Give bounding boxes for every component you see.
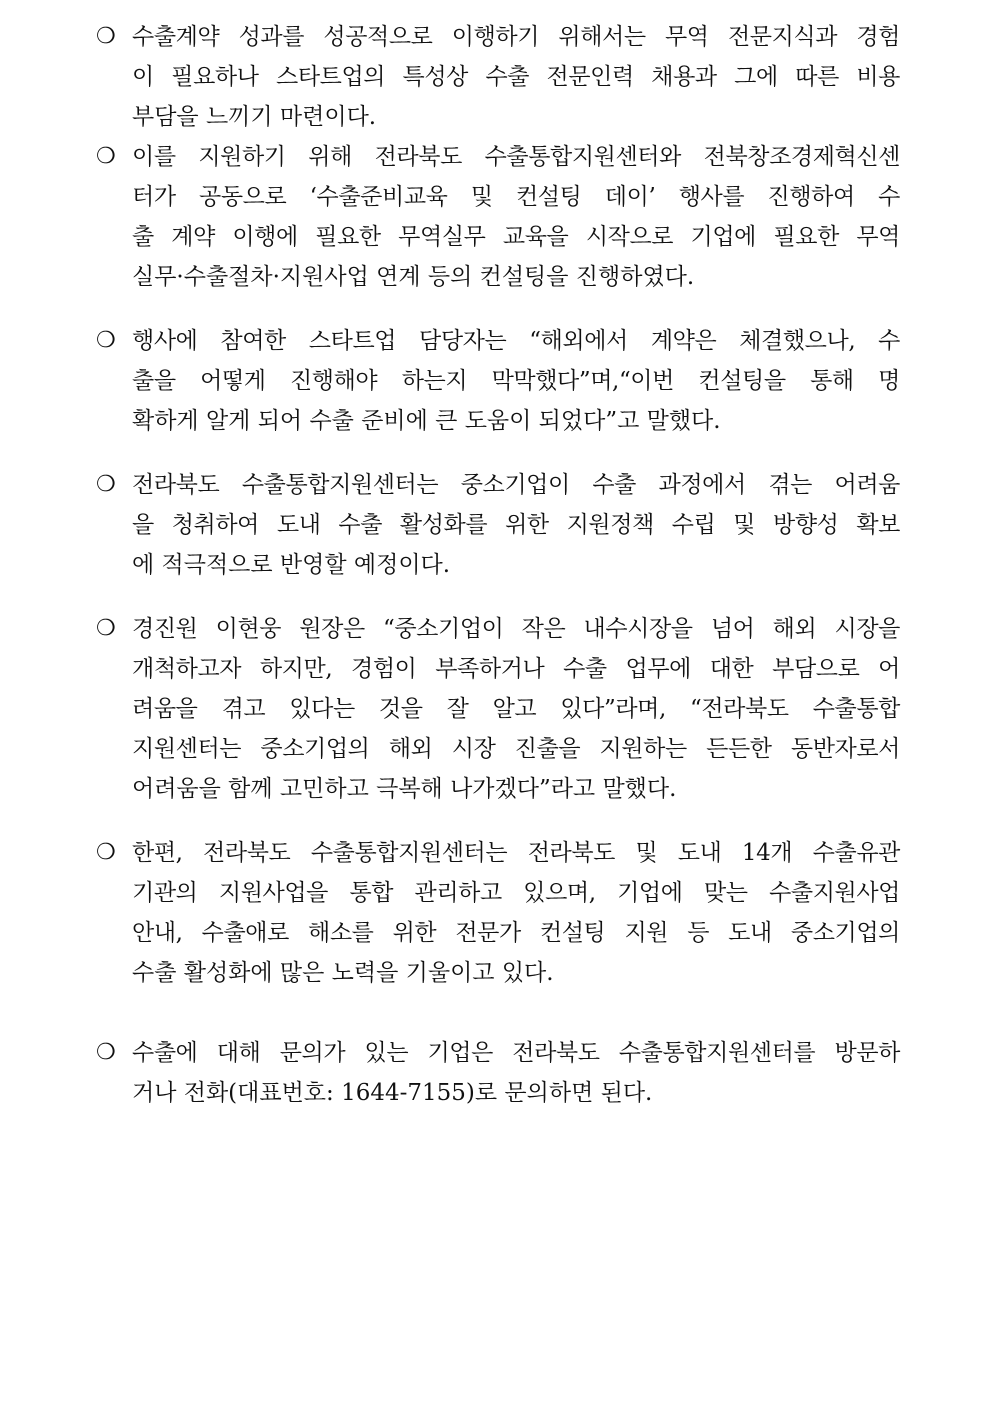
- paragraph-6: [96, 833, 900, 993]
- bullet-circle-icon: ❍: [96, 144, 116, 169]
- bullet-circle-icon: ❍: [96, 1040, 116, 1065]
- paragraph-3: [96, 321, 900, 441]
- paragraph-line: 기관의 지원사업을 통합 관리하고 있으며, 기업에 맞는 수출지원사업: [132, 880, 900, 906]
- paragraph-line: 확하게 알게 되어 수출 준비에 큰 도움이 되었다”고 말했다.: [132, 408, 721, 434]
- paragraph-1: [96, 17, 900, 137]
- paragraph-line: 수출계약 성과를 성공적으로 이행하기 위해서는 무역 전문지식과 경험: [132, 24, 900, 50]
- paragraph-line: 개척하고자 하지만, 경험이 부족하거나 수출 업무에 대한 부담으로 어: [132, 656, 900, 682]
- bullet-circle-icon: ❍: [96, 472, 116, 497]
- paragraph-line: 터가 공동으로 ‘수출준비교육 및 컨설팅 데이’ 행사를 진행하여 수: [132, 184, 900, 210]
- paragraph-line: 이를 지원하기 위해 전라북도 수출통합지원센터와 전북창조경제혁신센: [132, 144, 900, 170]
- paragraph-line: 수출에 대해 문의가 있는 기업은 전라북도 수출통합지원센터를 방문하: [132, 1040, 900, 1066]
- bullet-circle-icon: ❍: [96, 840, 116, 865]
- paragraph-line: 려움을 겪고 있다는 것을 잘 알고 있다”라며, “전라북도 수출통합: [132, 696, 900, 722]
- paragraph-line: 행사에 참여한 스타트업 담당자는 “해외에서 계약은 체결했으나, 수: [132, 328, 900, 354]
- paragraph-2: [96, 137, 900, 297]
- paragraph-7: [96, 1033, 900, 1113]
- paragraph-line: 부담을 느끼기 마련이다.: [132, 104, 377, 130]
- paragraph-line: 경진원 이현웅 원장은 “중소기업이 작은 내수시장을 넘어 해외 시장을: [132, 616, 900, 642]
- paragraph-line: 수출 활성화에 많은 노력을 기울이고 있다.: [132, 960, 554, 986]
- paragraph-line: 한편, 전라북도 수출통합지원센터는 전라북도 및 도내 14개 수출유관: [132, 840, 900, 866]
- bullet-circle-icon: ❍: [96, 328, 116, 353]
- paragraph-line: 전라북도 수출통합지원센터는 중소기업이 수출 과정에서 겪는 어려움: [132, 472, 900, 498]
- paragraph-line: 출을 어떻게 진행해야 하는지 막막했다”며,“이번 컨설팅을 통해 명: [132, 368, 900, 394]
- paragraph-line: 에 적극적으로 반영할 예정이다.: [132, 552, 451, 578]
- paragraph-line: 지원센터는 중소기업의 해외 시장 진출을 지원하는 든든한 동반자로서: [132, 736, 900, 762]
- paragraph-line: 출 계약 이행에 필요한 무역실무 교육을 시작으로 기업에 필요한 무역: [132, 224, 900, 250]
- paragraph-4: [96, 465, 900, 585]
- paragraph-line: 이 필요하나 스타트업의 특성상 수출 전문인력 채용과 그에 따른 비용: [132, 64, 900, 90]
- paragraph-line: 실무·수출절차·지원사업 연계 등의 컨설팅을 진행하였다.: [132, 264, 695, 290]
- paragraph-5: [96, 609, 900, 809]
- paragraph-line: 안내, 수출애로 해소를 위한 전문가 컨설팅 지원 등 도내 중소기업의: [132, 920, 900, 946]
- paragraph-line: 거나 전화(대표번호: 1644-7155)로 문의하면 된다.: [132, 1080, 653, 1106]
- bullet-circle-icon: ❍: [96, 616, 116, 641]
- paragraph-line: 어려움을 함께 고민하고 극복해 나가겠다”라고 말했다.: [132, 776, 677, 802]
- bullet-circle-icon: ❍: [96, 24, 116, 49]
- paragraph-line: 을 청취하여 도내 수출 활성화를 위한 지원정책 수립 및 방향성 확보: [132, 512, 900, 538]
